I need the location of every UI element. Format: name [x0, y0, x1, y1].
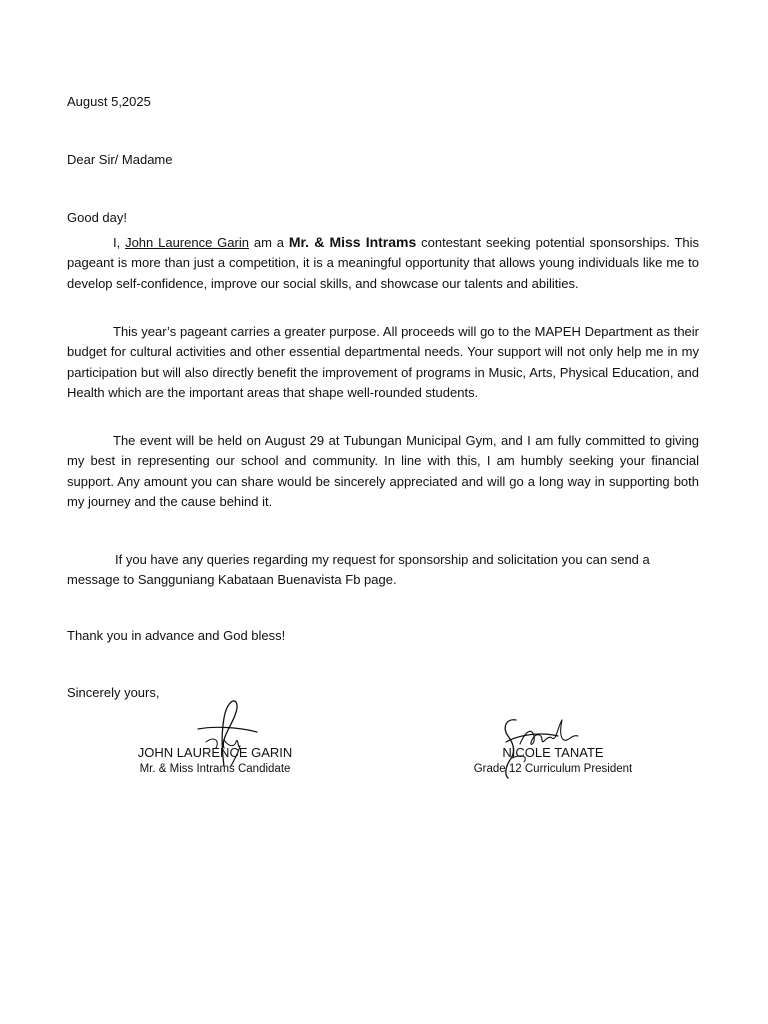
signatory-block-president: [453, 744, 653, 778]
signatory-title: Mr. & Miss Intrams Candidate: [139, 763, 291, 775]
intro-middle: am a: [248, 235, 289, 250]
intro-prefix: I,: [113, 235, 126, 250]
intro-rest: contestant seeking potential sponsorships. This pageant is more than just a competition, it is a meaningful opportunity that allows young individuals like me to develop self-confidence, improve our social skills, and showcase our talents and abilities.: [67, 235, 700, 291]
purpose-text: This year’s pageant carries a greater purpose. All proceeds will go to the MAPEH Department as their budget for cultural activities and other essential departmental needs. Your support will not only help me in my participation but will also directly benefit the improvement of programs in Music, Arts, Physical Education, and Health which are the important areas that shape well-rounded students.: [67, 324, 699, 400]
signatory-name: JOHN LAURENCE GARIN: [137, 745, 293, 760]
signatory-name: NICOLE TANATE: [502, 745, 604, 760]
paragraph-event: [67, 431, 699, 512]
greeting: Good day!: [67, 210, 127, 225]
pageant-title: Mr. & Miss Intrams: [288, 234, 417, 250]
paragraph-queries: [67, 550, 699, 591]
paragraph-introduction: [67, 232, 699, 294]
thanks-line: Thank you in advance and God bless!: [67, 628, 286, 643]
queries-text: If you have any queries regarding my request for sponsorship and solicitation you can send a message to Sangguniang Kabataan Buenavista Fb page.: [67, 552, 650, 588]
closing-line: Sincerely yours,: [67, 685, 160, 700]
event-text: The event will be held on August 29 at Tubungan Municipal Gym, and I am fully committed to giving my best in representing our school and community. In line with this, I am humbly seeking your financial support. Any amount you can share would be sincerely appreciated and will go a long way in supporting both my journey and the cause behind it.: [67, 433, 699, 509]
letter-date: August 5,2025: [67, 94, 151, 109]
paragraph-purpose: [67, 322, 699, 403]
salutation: Dear Sir/ Madame: [67, 152, 173, 167]
candidate-name: John Laurence Garin: [125, 235, 249, 250]
signatory-title: Grade 12 Curriculum President: [473, 763, 633, 775]
signatory-block-candidate: [115, 744, 315, 778]
